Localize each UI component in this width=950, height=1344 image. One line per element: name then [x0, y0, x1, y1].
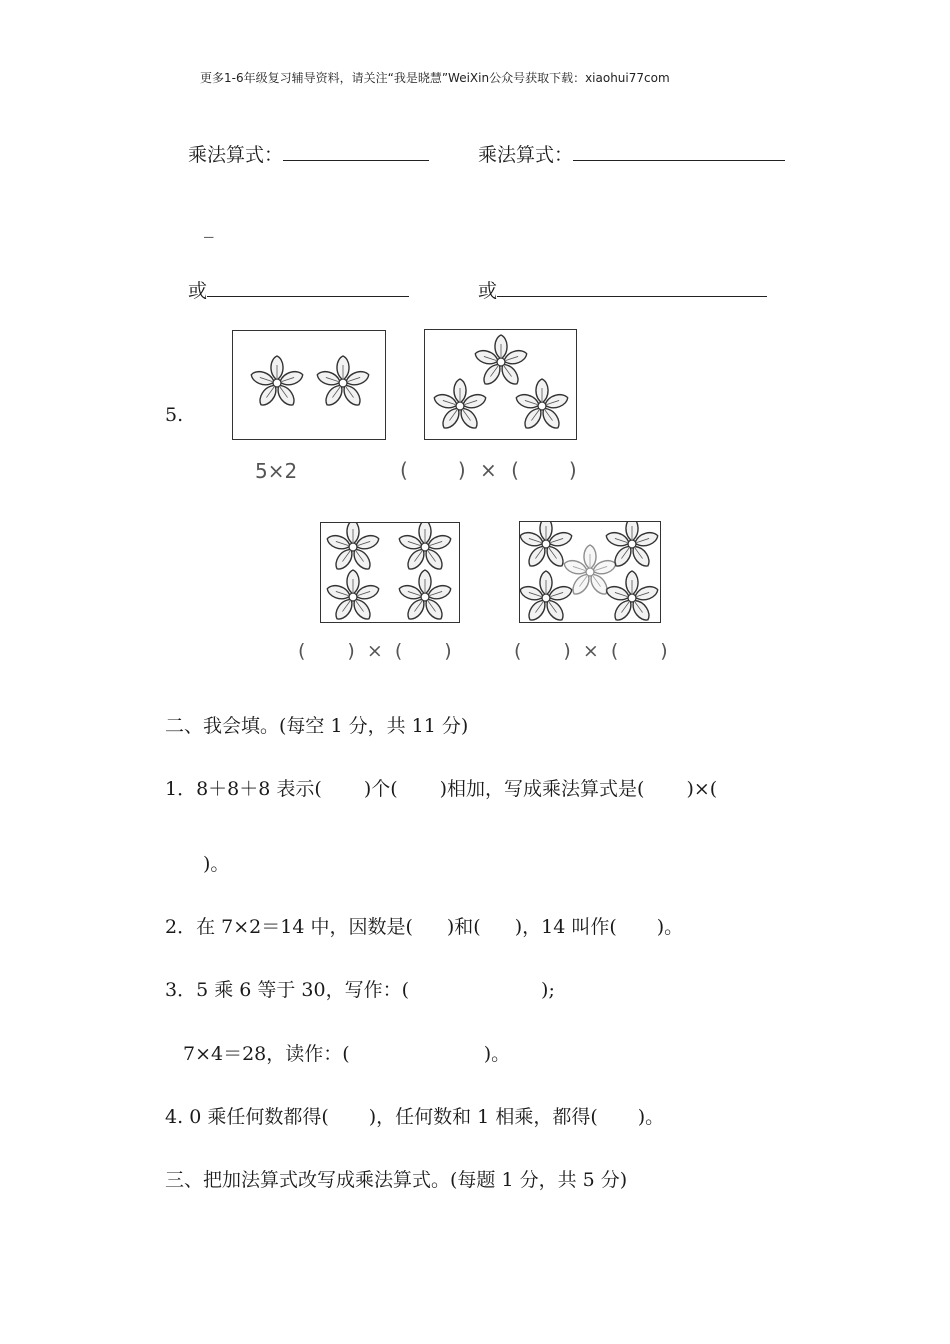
flower-image: [425, 330, 576, 439]
formula-row-1-left: [188, 140, 429, 167]
flower-box-4: [519, 521, 661, 623]
expression-blank-2: ( ) × ( ): [400, 458, 577, 482]
question-5-number: 5.: [165, 404, 184, 426]
flower-icon: [514, 379, 569, 431]
question-2-4: 4. 0 乘任何数都得( )，任何数和 1 相乘，都得( )。: [165, 1106, 665, 1128]
answer-blank[interactable]: [283, 140, 429, 161]
flower-icon: [315, 356, 370, 408]
formula-label: 乘法算式：: [188, 144, 284, 166]
question-2-1: 1．8＋8＋8 表示( )个( )相加，写成乘法算式是( )×(: [165, 778, 718, 800]
or-row-right: [478, 276, 767, 303]
question-2-3: 3．5 乘 6 等于 30，写作：( );: [165, 979, 555, 1001]
flower-icon: [397, 570, 452, 622]
flower-box-2: [424, 329, 577, 440]
expression-blank-4: ( ) × ( ): [514, 640, 668, 662]
flower-icon: [325, 523, 380, 572]
expression-blank-3: ( ) × ( ): [298, 640, 452, 662]
flower-box-3: [320, 522, 460, 623]
flower-icon: [604, 571, 659, 622]
flower-image: [321, 523, 459, 622]
formula-label: 乘法算式：: [478, 144, 574, 166]
header-note: 更多1-6年级复习辅导资料，请关注“我是晓慧”WeiXin公众号获取下载：xiaohui77com: [200, 71, 670, 85]
answer-blank[interactable]: [497, 276, 767, 297]
question-2-3-cont: 7×4＝28，读作：( )。: [183, 1043, 511, 1065]
flower-image: [520, 522, 660, 622]
question-2-1-cont: )。: [203, 853, 230, 875]
flower-icon: [432, 379, 487, 431]
flower-image: [233, 331, 385, 439]
or-row-left: [188, 276, 409, 303]
formula-row-1-right: [478, 140, 785, 167]
answer-blank[interactable]: [207, 276, 409, 297]
flower-icon: [325, 570, 380, 622]
flower-icon: [473, 335, 528, 387]
flower-icon: [397, 523, 452, 572]
section-2-title: 二、我会填。(每空 1 分，共 11 分): [165, 715, 469, 737]
section-3-title: 三、把加法算式改写成乘法算式。(每题 1 分，共 5 分): [165, 1169, 628, 1191]
question-2-2: 2．在 7×2＝14 中，因数是( )和( )，14 叫作( )。: [165, 916, 684, 938]
flower-icon: [520, 571, 574, 622]
or-label: 或: [478, 280, 498, 302]
flower-box-1: [232, 330, 386, 440]
stray-underscore: _: [204, 216, 214, 238]
answer-blank[interactable]: [573, 140, 785, 161]
flower-icon: [249, 356, 304, 408]
expression-given: 5×2: [255, 459, 298, 483]
or-label: 或: [188, 280, 208, 302]
